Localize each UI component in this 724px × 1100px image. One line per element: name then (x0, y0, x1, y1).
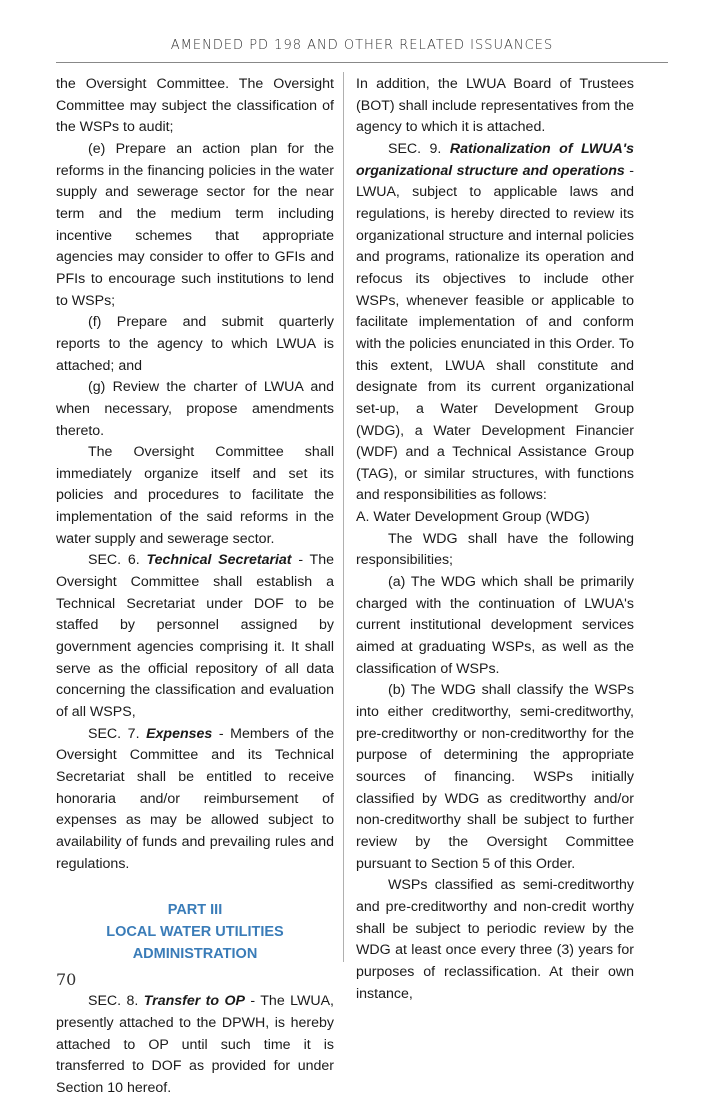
section-number: SEC. 7. (88, 725, 140, 742)
section-text: - LWUA, subject to applicable laws and regulations, is hereby directed to review its organizational structure and internal policies and programs, rationalize its operation and refocus its objectives to include other WSPs, whenever feasible or applicable to facilitate implementation of and conform with the policies enunciated in this Order. To this extent, LWUA shall constitute and designate from its current organizational set-up, a Water Development Group (WDG), a Water Development Financier (WDF) and a Technical Assistance Group (TAG), or similar structures, with functions and responsibilities as follows: (356, 162, 634, 504)
part-heading (56, 899, 334, 965)
running-header: AMENDED PD 198 AND OTHER RELATED ISSUANCES (170, 38, 554, 53)
paragraph: the Oversight Committee. The Oversight Committee may subject the classification of the WSPs to audit; (56, 76, 334, 136)
paragraph: The Oversight Committee shall immediately organize itself and set its policies and procedures to facilitate the implementation of the said reforms in the water supply and sewerage sector. (56, 444, 334, 547)
column-divider (343, 72, 344, 962)
section-title: Rationalization of LWUA's organizational structure and operations (356, 140, 635, 179)
section-number: SEC. 9. (388, 140, 442, 157)
section-title: Technical Secretariat (146, 552, 292, 569)
section-title: Expenses (146, 725, 213, 742)
right-column (356, 74, 634, 1005)
part-heading-line: PART III (167, 902, 223, 919)
section-8 (56, 991, 334, 1099)
part-heading-line: ADMINISTRATION (132, 946, 258, 963)
paragraph: In addition, the LWUA Board of Trustees (BOT) shall include representatives from the agency to which it is attached. (356, 76, 634, 136)
section-title: Transfer to OP (143, 993, 245, 1010)
header-rule (56, 62, 668, 63)
paragraph: (b) The WDG shall classify the WSPs into either creditworthy, semi-creditworthy, pre-creditworthy or non-creditworthy for the purpose of determining the appropriate sources of financing. WSPs initially classified by WDG as creditworthy and/or non-creditworthy shall be subject to further review by the Oversight Committee pursuant to Section 5 of this Order. (356, 682, 634, 872)
paragraph: (a) The WDG which shall be primarily charged with the continuation of LWUA's current institutional development services aimed at graduating WSPs, as well as the classification of WSPs. (356, 574, 634, 677)
section-7 (56, 724, 334, 876)
section-6 (56, 550, 334, 723)
section-9 (356, 139, 634, 507)
paragraph: (f) Prepare and submit quarterly reports to the agency to which LWUA is attached; and (56, 314, 334, 374)
paragraph: The WDG shall have the following responsibilities; (356, 530, 634, 569)
section-text: - The LWUA, presently attached to the DPWH, is hereby attached to OP until such time it is transferred to DOF as provided for under Section 10 hereof. (56, 993, 334, 1096)
paragraph: (e) Prepare an action plan for the reforms in the financing policies in the water supply and sewerage sector for the near term and the medium term including incentive schemes that appropriate agencies may consider to offer to GFIs and PFIs to encourage such institutions to lend to WSPs; (56, 140, 334, 309)
section-number: SEC. 8. (88, 993, 139, 1010)
part-heading-line: LOCAL WATER UTILITIES (106, 924, 284, 941)
section-text: - Members of the Oversight Committee and its Technical Secretariat shall be entitled to receive honoraria and/or reimbursement of expenses as may be allowed subject to availability of funds and prevailing rules and regulations. (56, 725, 334, 872)
page-number: 70 (56, 970, 77, 989)
section-text: - The Oversight Committee shall establish a Technical Secretariat under DOF to be staffed by personnel assigned by government agencies comprising it. It shall serve as the official repository of all data concerning the classification and evaluation of all WSPS, (56, 552, 334, 721)
paragraph: WSPs classified as semi-creditworthy and pre-creditworthy and non-credit worthy shall be subject to periodic review by the WDG at least once every three (3) years for purposes of reclassification. At their own instance, (356, 877, 634, 1002)
paragraph: (g) Review the charter of LWUA and when necessary, propose amendments thereto. (56, 379, 334, 439)
section-number: SEC. 6. (88, 552, 140, 569)
left-column (56, 74, 334, 1100)
subheading: A. Water Development Group (WDG) (356, 509, 590, 526)
